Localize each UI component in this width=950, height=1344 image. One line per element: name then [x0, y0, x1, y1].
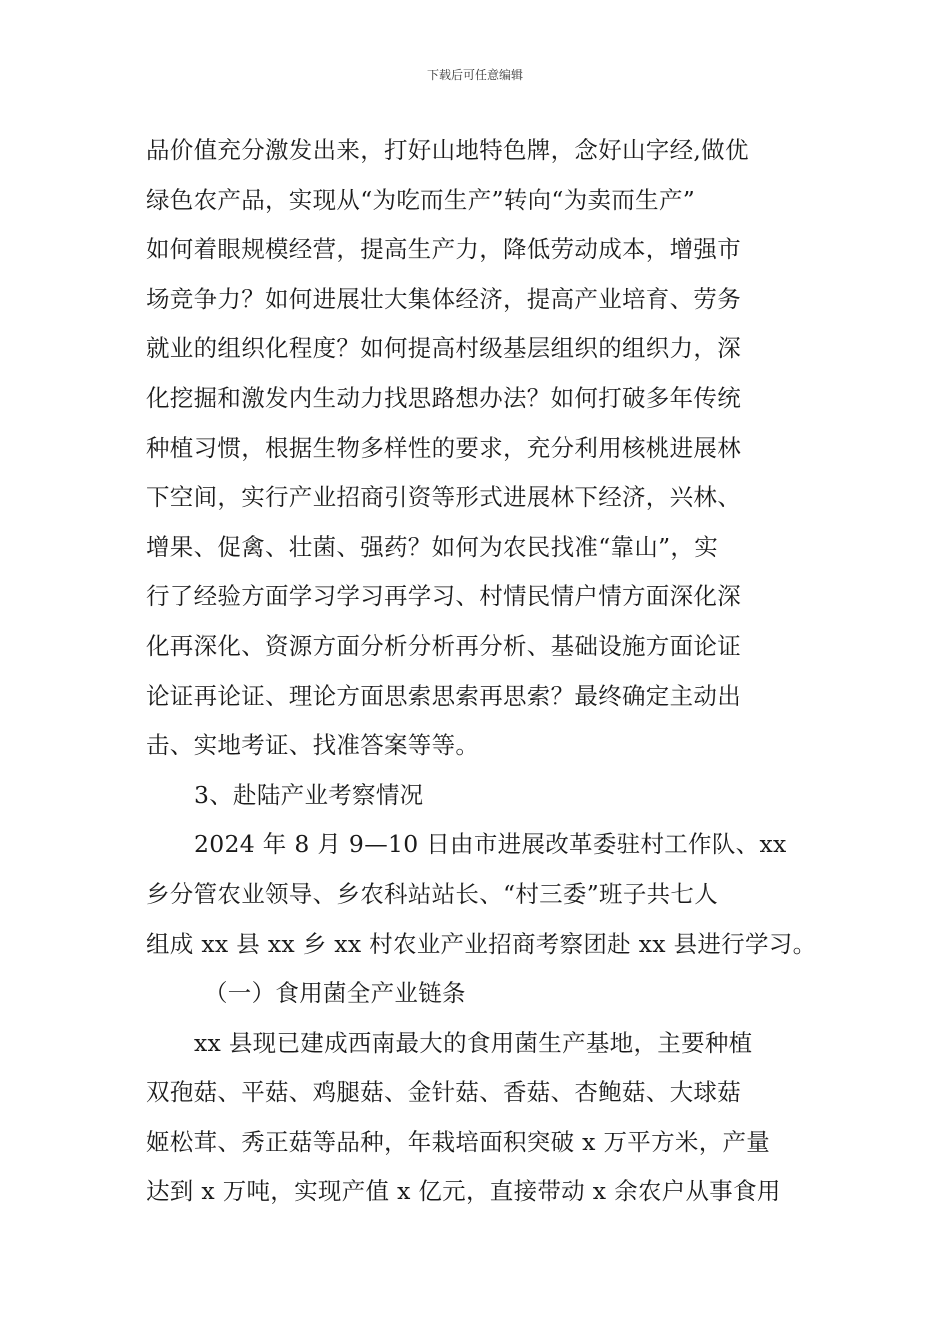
section-heading: 3、赴陆产业考察情况	[194, 780, 424, 809]
page-header: 下载后可任意编辑	[426, 68, 523, 82]
text-line: 组成 xx 县 xx 乡 xx 村农业产业招商考察团赴 xx 县进行学习。	[146, 929, 817, 958]
text-line: 达到 x 万吨，实现产值 x 亿元，直接带动 x 余农户从事食用	[146, 1177, 781, 1206]
text-line: 化挖掘和激发内生动力找思路想办法？如何打破多年传统	[146, 383, 741, 412]
subsection-heading: （一）食用菌全产业链条	[204, 979, 466, 1008]
text-line: 场竞争力？如何进展壮大集体经济，提高产业培育、劳务	[146, 284, 741, 313]
text-line: 乡分管农业领导、乡农科站站长、“村三委”班子共七人	[146, 879, 719, 908]
text-line: 双孢菇、平菇、鸡腿菇、金针菇、香菇、杏鲍菇、大球菇	[146, 1078, 741, 1107]
text-line: 就业的组织化程度？如何提高村级基层组织的组织力，深	[146, 334, 741, 363]
text-line: 击、实地考证、找准答案等等。	[146, 731, 480, 760]
text-line: 论证再论证、理论方面思索思索再思索？最终确定主动出	[146, 681, 741, 710]
text-line: xx 县现已建成西南最大的食用菌生产基地，主要种植	[194, 1028, 753, 1057]
text-line: 品价值充分激发出来，打好山地特色牌，念好山字经,做优	[146, 136, 749, 164]
document-body	[146, 126, 816, 1217]
text-line: 姬松茸、秀正菇等品种，年栽培面积突破 x 万平方米，产量	[146, 1127, 771, 1156]
text-line: 化再深化、资源方面分析分析再分析、基础设施方面论证	[146, 631, 741, 660]
text-line: 如何着眼规模经营，提高生产力，降低劳动成本，增强市	[146, 235, 741, 264]
text-line: 下空间，实行产业招商引资等形式进展林下经济，兴林、	[146, 483, 741, 512]
text-line: 行了经验方面学习学习再学习、村情民情户情方面深化深	[146, 582, 741, 611]
text-line: 2024 年 8 月 9—10 日由市进展改革委驻村工作队、xx	[194, 830, 787, 859]
text-line: 种植习惯，根据生物多样性的要求，充分利用核桃进展林	[146, 433, 741, 462]
text-line: 增果、促禽、壮菌、强药？如何为农民找准“靠山”，实	[146, 532, 719, 561]
text-line: 绿色农产品，实现从“为吃而生产”转向“为卖而生产”	[146, 185, 696, 214]
